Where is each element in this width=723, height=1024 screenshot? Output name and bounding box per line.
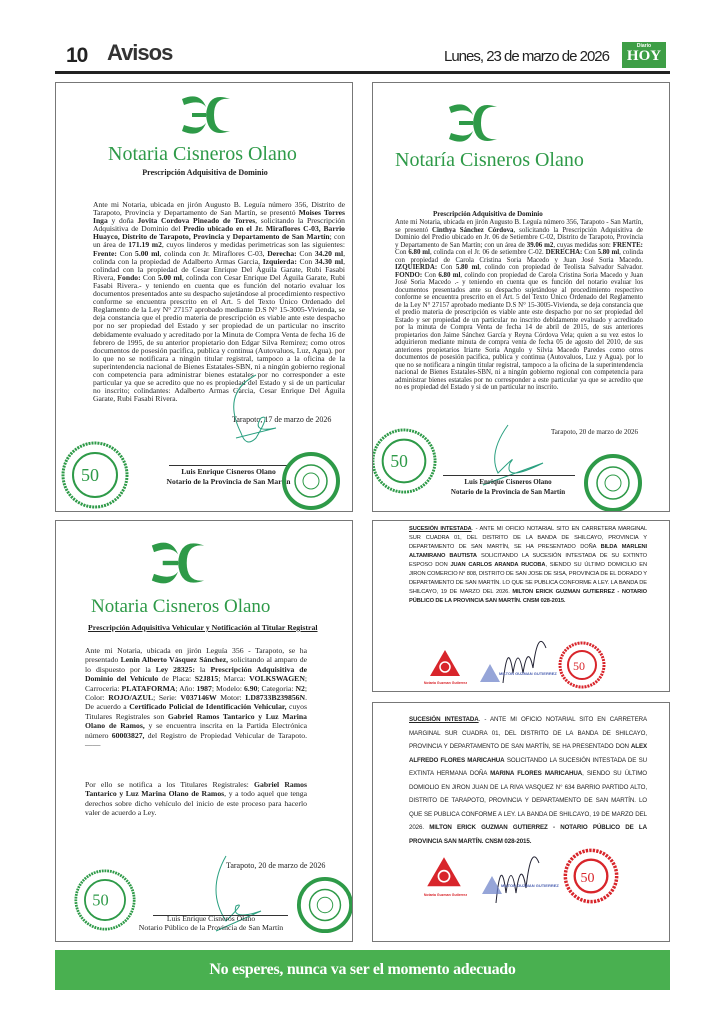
bold-text-segment: Certificado Policial de Identificación Vehicular, (129, 702, 287, 712)
bold-text-segment: 34.20 ml (314, 248, 344, 258)
bold-text-segment: ROJO/AZUL (108, 693, 154, 703)
notice-title: Prescripción Adquisitiva Vehicular y Notificación al Titular Registral (88, 623, 318, 632)
text-segment: ; Modelo: (211, 683, 244, 693)
signer-name: Luis Enrique Cisneros Olano (464, 478, 552, 486)
text-segment: del Registro de Propiedad Vehicular de Tarapoto. —— (85, 730, 308, 750)
text-segment: , colinda con Cesar Enrique Del Águila Garate, Rubi Fasabi Rivera.- y teniendo en cuenta que es función del notario evaluar los documentos presentados ante su despacho sujetándose al procedimiento respectivo conforme se encuentra prescrito en el Art. 5 del Texto Único Ordenado del Reglamento de la Ley N° 27157 aprobado mediante D.S N° 15-3005-Vivienda, se deja constancia que el predio materia de prescripción es viable ante este despacho por no ser propiedad del Estado y ser propiedad de un particular no inscrito debidamente evaluado y acreditado por la Minuta de Compra Venta de fecha 16 de febrero de 1995, de su anterior propietario don Edgar Silva Remirez; como otros documentos de posesión pacifica, publica y continua (Autovaluos, Luz, Agua). por lo que no se notificara a ningún titular registral, tampoco a la oficina de la superintendencia nacional de Bienes Estatales-SBN, ni a ningún gobierno regional con competencia para administrar bienes estatales por no corresponder a este particular ya que se acredito que no es propiedad del Estado y si de un particular no inscrito; colindantes: Adalberto Armas Garcia, Cesar Enrique Del Águila Garate, Rubi Fasabi Rivera. (93, 272, 345, 404)
notaria-triangle-stamp-icon (428, 648, 462, 682)
blue-triangle-stamp-icon (481, 875, 503, 895)
text-segment: ; Carroceria: (85, 674, 308, 693)
notice-prescripcion-sanchez (372, 82, 670, 512)
signer-title: Notario Público de la Provincia de San Martín (138, 923, 284, 932)
text-segment: ; Categoria: (257, 683, 296, 693)
bold-text-segment: Gabriel Ramos Tantarico y Luz Marina Olano de Ramos (85, 780, 307, 799)
notary-seal-icon (583, 453, 643, 512)
text-segment: , cuyas medidas son: (553, 241, 613, 249)
stamp-text: Notaria Guzman Gutierrez (423, 681, 468, 685)
bold-text-segment: Ley 28325: (155, 664, 195, 674)
signer-title: Notario de la Provincia de San Martín (450, 488, 566, 496)
svg-text:50: 50 (580, 870, 595, 886)
notaria-triangle-stamp-icon (425, 855, 463, 893)
bold-text-segment: 6.80 ml (438, 271, 461, 279)
notice-sucesion-aranda (372, 520, 670, 692)
notary-seal-icon (296, 876, 353, 934)
bold-text-segment: ALEX ALFREDO FLORES MARICAHUA (409, 743, 647, 764)
place-date: Tarapoto, 17 de marzo de 2026 (232, 415, 332, 424)
blue-triangle-stamp-icon (479, 663, 501, 683)
text-segment: la (194, 664, 211, 674)
bold-text-segment: S2J815 (194, 674, 219, 684)
text-segment: Con (116, 248, 136, 258)
text-segment: , SIENDO SU ÚLTIMO DOMICILIO EN JIRON COMERCIO N° 808, DISTRITO DE SAN JOSE DE SISA, PROVINCIA DE EL DORADO Y DEPARTAMENTO DE SAN MARTÍN. LO QUE SE PUBLICA CONFORME A LEY. LA BANDA DE SHILCAYO, 19 DE MARZO DEL 2026. (409, 562, 647, 595)
notice-body (395, 219, 643, 392)
signer-title: Notario de la Provincia de San Martín (166, 477, 291, 486)
bold-text-segment: 60003827, (111, 730, 145, 740)
text-segment: de Placa: (158, 674, 195, 684)
text-segment: ; Año: (175, 683, 197, 693)
header-rule (55, 71, 670, 74)
bold-text-segment: 5.00 ml (157, 272, 182, 282)
bold-text-segment: Fondo: (117, 272, 141, 282)
bold-text-segment: Cinthya Sánchez Córdova (432, 226, 514, 234)
bold-text-segment: FRENTE: (612, 241, 643, 249)
bold-text-segment: MILTON ERICK GUZMAN GUTIERREZ - NOTARIO PÚBLICO DE LA PROVINCIA SAN MARTÍN. CNSM 028-2015. (409, 824, 647, 845)
text-segment: , cuyos linderos y medidas perimetricas son las siguientes: (161, 240, 345, 250)
text-segment: ; Color: (85, 683, 308, 703)
bold-text-segment: PLATAFORMA (121, 683, 176, 693)
text-segment: ; con un área de (93, 232, 346, 250)
red-notary-seal-icon (558, 641, 606, 689)
svg-text:50: 50 (81, 465, 99, 485)
bold-text-segment: IZQUIERDA: (395, 264, 438, 271)
notice-title: Prescripción Adquisitiva de Dominio (433, 210, 543, 218)
place-date: Tarapoto, 20 de marzo de 2026 (226, 861, 326, 870)
text-segment: Con (395, 249, 409, 256)
text-segment: , colinda con el Jr. 06 de setiembre C-02. (429, 249, 546, 256)
text-segment: Con (140, 272, 158, 282)
stamp-text: Notaria Guzman Gutierrez (423, 893, 468, 897)
signer-name: Luis Enrique Cisneros Olano (181, 467, 276, 476)
text-segment: y se encuentra inscrita en la Partida Electrónica número (85, 721, 307, 740)
text-segment: , solicitando la Prescripción Adquisitiva de Dominio del Predio ubicado en Jr. 06 de Setiembre C-02, Distrito de Tarapoto, Provincia y Departamento de San Martín; con un área de (395, 226, 643, 249)
notary-seal-50-icon (61, 441, 129, 509)
text-segment: Ante mi Notaria, ubicada en jirón Augusto B. Leguía número 356, Distrito de Tarapoto, Provincia y Departamento de San Martín, se presentó (93, 200, 345, 218)
text-segment: y doña (107, 216, 138, 226)
footer-slogan-banner: No esperes, nunca va ser el momento adecuado (55, 950, 670, 990)
bold-text-segment: 171.19 m2 (128, 240, 162, 250)
text-segment: , SIENDO SU ÚLTIMO DOMIOLIO EN JIRON JUAN DE LA RIVA VASQUEZ N° 634 BARRIO PARTIDO ALTO, DISTRITO DE TARAPOTO, PROVINCIA Y DEPARTAMENTO DE SAN MARTÍN. LO QUE SE PUBLICA CONFORME A LEY. LA BANDA DE SHILCAYO, 19 DE MARZO DEL 2026. (409, 770, 647, 831)
bold-text-segment: Predio ubicado en el Jr. Miraflores C-03, Barrio Huayco, Distrito de Tarapoto, Provincia y Departamento de San Martín (93, 224, 345, 242)
page-number: 10 (66, 44, 88, 67)
bold-text-segment: 5.80 ml (597, 249, 620, 256)
notice-body (409, 713, 647, 848)
signature-stamp-text: MILTON GUZMAN GUTIERREZ (501, 883, 559, 888)
notice-prescripcion-torres (55, 82, 353, 512)
bold-text-segment: 39.06 m2 (526, 241, 554, 249)
text-segment: Con (296, 256, 315, 266)
bold-text-segment: Frente: (93, 248, 117, 258)
bold-text-segment: V037146W (180, 693, 217, 703)
signature-line (169, 465, 287, 466)
notice-title: Prescripción Adquisitiva de Dominio (142, 168, 268, 177)
notice-body-notification (85, 780, 307, 818)
bold-text-segment: LD8733B239856N (245, 693, 306, 703)
svg-text:50: 50 (390, 450, 408, 471)
bold-text-segment: SUCESIÓN INTESTADA (409, 526, 472, 532)
signer-name: Luis Enrique Cisneros Olano (166, 914, 256, 923)
text-segment: Con (422, 271, 439, 279)
section-title: Avisos (107, 40, 173, 65)
text-segment: ; Serie: (153, 693, 181, 703)
bold-text-segment: 5.80 ml (455, 264, 480, 271)
text-segment: Ante mi Notaria, ubicada en jirón Leguía 356 - Tarapoto, se ha presentado (85, 646, 307, 665)
notaria-brand: Notaria Cisneros Olano (108, 143, 297, 165)
text-segment: , y a todo aquel que tenga derechos sobre dicho vehículo del inicio de este proceso para hacerlo valer de acuerdo a Ley. (85, 789, 307, 818)
text-segment: Ante mi Notaria, ubicada en jirón Augusto B. Leguía número 356, Tarapoto - San Martín, se presentó (395, 219, 643, 234)
text-segment: Con (582, 249, 598, 256)
text-segment: Con (437, 264, 456, 271)
text-segment: , colinda con propiedad de Carola Cristina Soria Macedo y Juan José Soria Macedo. (395, 249, 644, 264)
signature-icon (216, 373, 286, 453)
notaria-logo-icon (178, 93, 234, 137)
red-notary-seal-icon (563, 848, 619, 904)
bold-text-segment: MILTON ERICK GUZMAN GUTIERREZ - NOTARIO PÚBLICO DE LA PROVINCIA SAN MARTÍN. CNSM 028-2015. (409, 589, 647, 604)
text-segment: , colinda con la propiedad de Adalberto Armas Garcia, (93, 248, 345, 266)
notice-sucesion-flores (372, 702, 670, 942)
text-segment: , colindo con propiedad de Carola Cristina Soria Macedo y Juan José Soria Macedo .- y teniendo en cuenta que es función del notario evaluar los documentos presentados ante su despacho sujetándose al procedimiento respectivo conforme se encuentra prescrito en el Art. 5 del Texto Único Ordenado del Reglamento de la Ley N° 27157 aprobado mediante D.S N° 15-3005-Vivienda, se deja constancia que el predio materia de prescripción es viable ante este despacho por no ser propiedad del Estado y ser propiedad de un particular no inscrito debidamente evaluado y acreditado por la minuta de Compra Venta de fecha 14 de abril de 2015, de sus anteriores propietarios don Jaime Sánchez García y Reyna Córdova Vela; quien a su vez estos lo adquirieron mediante minuta de compra venta de fecha 05 de agosto del 2010, de sus anteriores propietarios Iriarte Soria Angulo y Silvia Macedo Paredes como otros documentos de posesión pacifica, publica y continua (Autovaluos, Luz y Agua). por lo que no se notificara a ningún titular registral, tampoco a la oficina de la superintendencia nacional de Bienes Estatales-SBN, ni a ningún gobierno regional con competencia para administrar bienes estatales por no corresponder a este particular ya que se acredito que no es propiedad del Estado y si de un particular no inscrito. (395, 271, 644, 391)
notice-body (85, 646, 307, 749)
notaria-brand: Notaria Cisneros Olano (91, 596, 271, 617)
bold-text-segment: BILDA MARLENI ALTAMIRANO BAUTISTA (409, 544, 647, 559)
notice-body (409, 525, 647, 606)
text-segment: . De acuerdo a (85, 693, 307, 712)
bold-text-segment: JUAN CARLOS ARANDA RUCOBA (450, 562, 546, 568)
bold-text-segment: MARINA FLORES MARICAHUA (490, 770, 583, 777)
signature-line (443, 475, 575, 476)
svg-text:50: 50 (573, 659, 585, 673)
bold-text-segment: N2 (295, 683, 305, 693)
notaria-brand: Notaría Cisneros Olano (395, 149, 584, 171)
notice-prescripcion-vehicular (55, 520, 353, 942)
bold-text-segment: Prescripción Adquisitiva de Dominio del Vehículo (85, 664, 307, 684)
signature-icon (498, 628, 548, 688)
issue-date: Lunes, 23 de marzo de 2026 (444, 48, 609, 65)
svg-text:50: 50 (92, 890, 109, 910)
text-segment: Motor: (216, 693, 246, 703)
bold-text-segment: DERECHA: (545, 249, 583, 256)
bold-text-segment: SUCESIÓN INTESTADA (409, 716, 479, 723)
notary-seal-50-icon (74, 869, 136, 931)
text-segment: Con (296, 248, 315, 258)
text-segment: . - ANTE MI OFICIO NOTARIAL SITO EN CARRETERA MARGINAL SUR CUADRA 01, DEL DISTRITO DE LA BANDA DE SHILCAYO, PROVINCIA Y DEPARTAMENTO DE SAN MARTÍN, SE HA PRESENTADO DOÑA (409, 526, 648, 550)
notaria-logo-icon (146, 539, 210, 587)
text-segment: , colindo con propiedad de Teolista Salvador Salvador. (479, 264, 644, 271)
logo-big-text: HOY (626, 48, 662, 64)
bold-text-segment: Derecha: (267, 248, 297, 258)
bold-text-segment: 34.30 ml (314, 256, 344, 266)
bold-text-segment: Moises Torres Inga (93, 208, 346, 226)
bold-text-segment: 1987 (196, 683, 212, 693)
bold-text-segment: 5.00 ml (135, 248, 160, 258)
diario-hoy-logo (622, 42, 666, 68)
text-segment: Por ello se notifica a los Titulares Registrales: (85, 780, 254, 789)
signature-stamp-text: MILTON GUZMAN GUTIERREZ (499, 671, 557, 676)
notary-seal-50-icon (372, 428, 437, 494)
bold-text-segment: Lenin Alberto Vásquez Sánchez, (120, 655, 229, 665)
signature-icon (491, 838, 541, 908)
notaria-logo-icon (445, 101, 501, 145)
notary-seal-icon (281, 451, 341, 511)
text-segment: ; Marca: (218, 674, 250, 684)
bold-text-segment: Gabriel Ramos Tantarico y Luz Marina Olano de Ramos, (85, 711, 307, 731)
bold-text-segment: FONDO: (395, 271, 423, 279)
place-date: Tarapoto, 20 de marzo de 2026 (551, 428, 638, 436)
text-segment: , solicitando la Prescripción Adquisitiva de Dominio del (93, 216, 345, 234)
bold-text-segment: Jovita Cordova Pineado de Torres (137, 216, 256, 226)
text-segment: SOLICITANDO LA SUCESIÓN INTESTADA DE SU EXTINTA HERMANA DOÑA (409, 756, 647, 777)
text-segment: solicitando al amparo de lo dispuesto por la (85, 655, 307, 674)
text-segment: , colinda con Jr. Miraflores C-03, (159, 248, 268, 258)
bold-text-segment: Izquierda: (262, 256, 297, 266)
logo-small-text: Diario (636, 43, 652, 49)
text-segment: . - ANTE MI OFICIO NOTARIAL SITO EN CARRETERA MARGINAL SUR CUADRA 01, DEL DISTRITO DE LA BANDA DE SHILCAYO, PROVINCIA Y DEPARTAMENTO DE SAN MARTÍN, SE HA PRESENTADO DON (409, 716, 647, 750)
bold-text-segment: 6.80 ml (408, 249, 430, 256)
text-segment: SOLICITANDO LA SUCESIÓN INTESTADA DE SU EXTINTO ESPOSO DON (409, 553, 647, 568)
bold-text-segment: VOLKSWAGEN (249, 674, 305, 684)
text-segment: , colindad con la propiedad de Cesar Enrique Del Águila Garate, Rubi Fasabi Rivera, (93, 256, 345, 282)
bold-text-segment: 6.90 (243, 683, 258, 693)
text-segment: cuyos Titulares Registrales son (85, 702, 307, 721)
